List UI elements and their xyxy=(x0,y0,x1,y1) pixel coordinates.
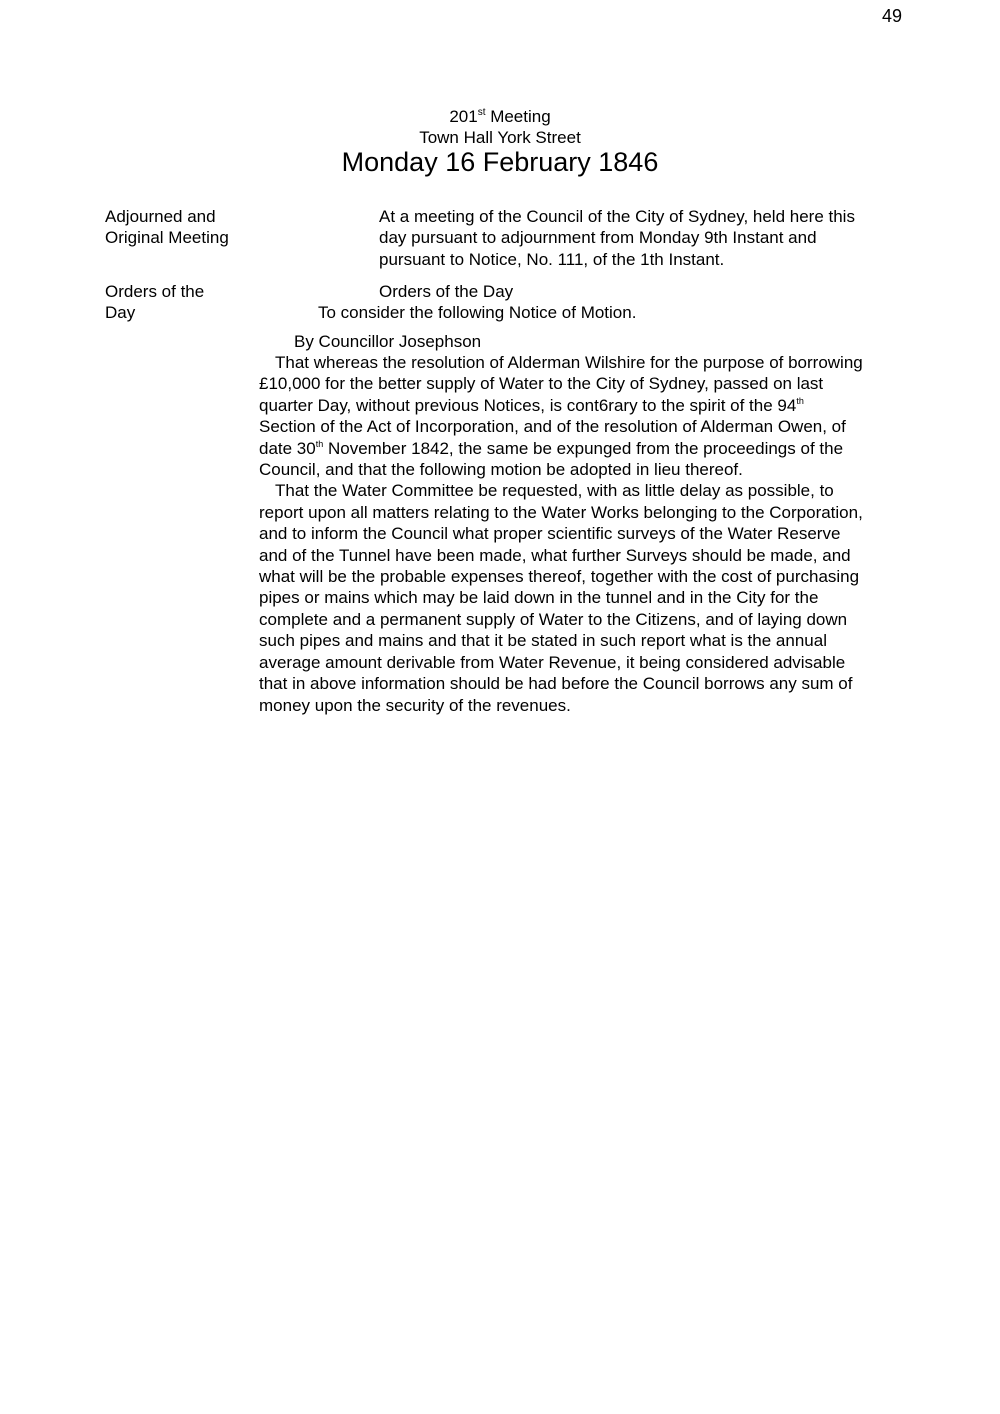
motion-2-line: average amount derivable from Water Revenue, it being considered advisable xyxy=(259,652,846,672)
meeting-ordinal: 201 xyxy=(449,107,478,126)
ordinal-suffix: th xyxy=(315,438,324,449)
motion-1-line: That whereas the resolution of Alderman Wilshire for the purpose of borrowing xyxy=(275,353,863,372)
motion-2-line: and to inform the Council what proper scientific surveys of the Water Reserve xyxy=(259,524,841,544)
motion-2-line: and of the Tunnel have been made, what further Surveys should be made, and xyxy=(259,545,851,565)
orders-intro: To consider the following Notice of Motion. xyxy=(318,303,637,322)
margin-note-line: Adjourned and xyxy=(105,207,216,226)
motion-2-line: That the Water Committee be requested, with as little delay as possible, to xyxy=(275,481,834,501)
opening-line: day pursuant to adjournment from Monday 9th Instant and xyxy=(379,228,817,248)
motion-2-line: report upon all matters relating to the Water Works belonging to the Corporation, xyxy=(259,502,863,522)
page-number: 49 xyxy=(882,6,903,26)
meeting-word: Meeting xyxy=(485,107,551,126)
margin-note-line: Day xyxy=(105,303,136,323)
ordinal-suffix: th xyxy=(796,395,804,406)
meeting-date: Monday 16 February 1846 xyxy=(341,147,659,177)
motion-2-line: what will be the probable expenses thereof, together with the cost of purchasing xyxy=(259,567,860,587)
opening-line: pursuant to Notice, No. 111, of the 1th Instant. xyxy=(379,249,725,269)
opening-paragraph xyxy=(379,206,855,270)
motion-1-line: Council, and that the following motion be adopted in lieu thereof. xyxy=(259,460,743,480)
motion-2-line: such pipes and mains and that it be stated in such report what is the annual xyxy=(259,631,827,651)
margin-note-line: Orders of the xyxy=(105,282,205,301)
opening-line: At a meeting of the Council of the City of Sydney, held here this xyxy=(379,207,855,226)
orders-heading: Orders of the Day xyxy=(379,282,514,301)
motion-1-line: £10,000 for the better supply of Water to the City of Sydney, passed on last xyxy=(259,374,824,394)
motion-1-text: quarter Day, without previous Notices, is cont6rary to the spirit of the 94 xyxy=(259,395,797,415)
motion-1-line: Section of the Act of Incorporation, and of the resolution of Alderman Owen, of xyxy=(259,417,846,437)
motion-text xyxy=(259,352,919,716)
motion-2-line: pipes or mains which may be laid down in the tunnel and in the City for the xyxy=(259,588,819,608)
motion-2-line: complete and a permanent supply of Water to the Citizens, and of laying down xyxy=(259,609,848,629)
meeting-venue: Town Hall York Street xyxy=(419,128,581,147)
meeting-ordinal-suffix: st xyxy=(477,107,486,118)
motion-1-line xyxy=(259,395,919,416)
margin-note-adjourned xyxy=(105,206,265,249)
margin-note-line: Original Meeting xyxy=(105,228,229,248)
motion-2-line: money upon the security of the revenues. xyxy=(259,695,571,715)
motion-1-line xyxy=(259,438,919,459)
meeting-number xyxy=(0,107,1000,127)
motion-1-text: date 30 xyxy=(259,438,316,458)
motion-1-text: November 1842, the same be expunged from the proceedings of the xyxy=(323,438,844,458)
mover: By Councillor Josephson xyxy=(294,332,482,351)
motion-2-line: that in above information should be had before the Council borrows any sum of xyxy=(259,674,853,694)
margin-note-orders xyxy=(105,281,265,324)
